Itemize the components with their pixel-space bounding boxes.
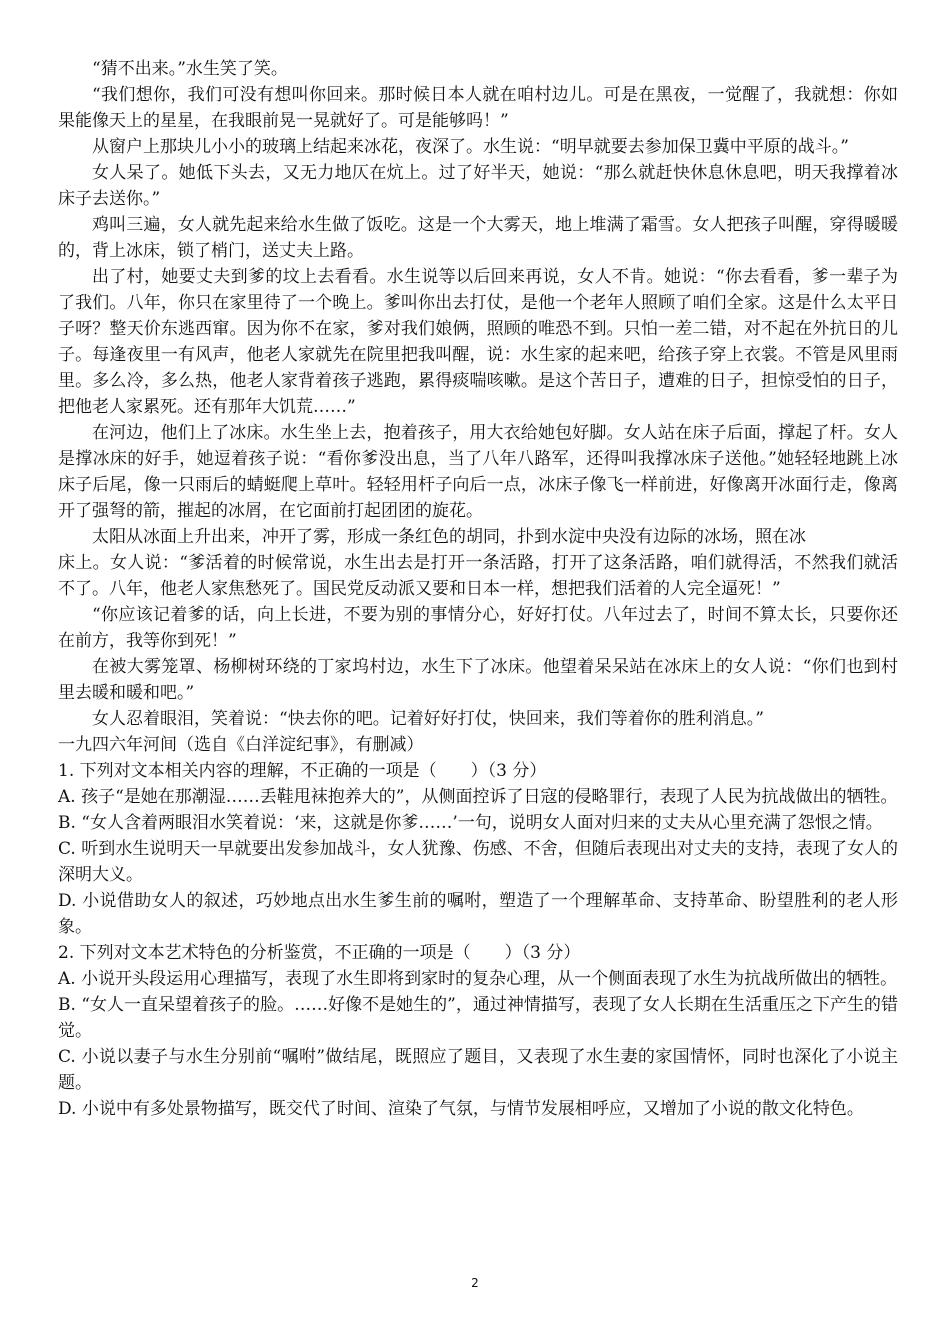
story-paragraph: 出了村，她要丈夫到爹的坟上去看看。水生说等以后回来再说，女人不肯。她说：“你去看看，爹一辈子为了我们。八年，你只在家里待了一个晚上。爹叫你出去打仗，是他一个老年人照顾了咱们全家。这是什么太平日子呀？整天价东逃西窜。因为你不在家，爹对我们娘俩，照顾的唯恐不到。只怕一差二错，对不起在外抗日的儿子。每逢夜里一有风声，他老人家就先在院里把我叫醒，说：水生家的起来吧，给孩子穿上衣裳。不管是风里雨里。多么冷，多么热，他老人家背着孩子逃跑，累得痰喘咳嗽。是这个苦日子，遭难的日子，担惊受怕的日子，把他老人家累死。还有那年大饥荒……” — [58, 267, 898, 417]
question-stem: 2. 下列对文本艺术特色的分析鉴赏，不正确的一项是（ ）（3 分） — [58, 943, 581, 963]
question-option: D. 小说借助女人的叙述，巧妙地点出水生爹生前的嘱咐，塑造了一个理解革命、支持革命、盼望胜利的老人形象。 — [58, 891, 898, 937]
page-number: 2 — [471, 1276, 479, 1290]
story-paragraph: 在河边，他们上了冰床。水生坐上去，抱着孩子，用大衣给她包好脚。女人站在床子后面，撑起了杆。女人是撑冰床的好手，她逗着孩子说：“看你爹没出息，当了八年八路军，还得叫我撑冰床子送他。”她轻轻地跳上冰床子后尾，像一只雨后的蜻蜓爬上草叶。轻轻用杆子向后一点，冰床子像飞一样前进，好像离开冰面行走，像离开了强弩的箭，摧起的冰屑，在它面前打起团团的旋花。 — [58, 423, 898, 521]
question-option: C. 小说以妻子与水生分别前“嘱咐”做结尾，既照应了题目，又表现了水生妻的家国情怀，同时也深化了小说主题。 — [58, 1047, 898, 1093]
question-stem: 1. 下列对文本相关内容的理解，不正确的一项是（ ）（3 分） — [58, 761, 547, 781]
question-option: C. 听到水生说明天一早就要出发参加战斗，女人犹豫、伤感、不舍，但随后表现出对丈夫的支持，表现了女人的深明大义。 — [58, 839, 898, 885]
story-paragraph: 鸡叫三遍，女人就先起来给水生做了饭吃。这是一个大雾天，地上堆满了霜雪。女人把孩子叫醒，穿得暖暖的，背上冰床，锁了梢门，送丈夫上路。 — [58, 215, 898, 261]
document-body — [58, 56, 898, 1122]
story-paragraph: 床上。女人说：“爹活着的时候常说，水生出去是打开一条活路，打开了这条活路，咱们就得活，不然我们就活不了。八年，他老人家焦愁死了。国民党反动派又要和日本一样，想把我们活着的人完全逼死！” — [58, 553, 898, 599]
question-option: B. “女人含着两眼泪水笑着说：‘来，这就是你爹……’一句，说明女人面对归来的丈夫从心里充满了怨恨之情。 — [58, 813, 883, 833]
story-paragraph: “我们想你，我们可没有想叫你回来。那时候日本人就在咱村边儿。可是在黑夜，一觉醒了，我就想：你如果能像天上的星星，在我眼前晃一晃就好了。可是能够吗！” — [58, 85, 898, 131]
question-option: A. 孩子“是她在那潮湿……丢鞋甩袜抱养大的”，从侧面控诉了日寇的侵略罪行，表现了人民为抗战做出的牺牲。 — [58, 787, 898, 807]
story-paragraph: 从窗户上那块儿小小的玻璃上结起来冰花，夜深了。水生说：“明早就要去参加保卫冀中平原的战斗。” — [92, 137, 849, 157]
story-paragraph: “你应该记着爹的话，向上长进，不要为别的事情分心，好好打仗。八年过去了，时间不算太长，只要你还在前方，我等你到死！” — [58, 605, 898, 651]
question-option: D. 小说中有多处景物描写，既交代了时间、渲染了气氛，与情节发展相呼应，又增加了小说的散文化特色。 — [58, 1099, 864, 1119]
story-paragraph: 女人忍着眼泪，笑着说：“快去你的吧。记着好好打仗，快回来，我们等着你的胜利消息。” — [92, 709, 764, 729]
question-option: B. “女人一直呆望着孩子的脸。……好像不是她生的”，通过神情描写，表现了女人长期在生活重压之下产生的错觉。 — [58, 995, 898, 1041]
question-2 — [58, 940, 898, 1122]
story-paragraph: 在被大雾笼罩、杨柳树环绕的丁家坞村边，水生下了冰床。他望着呆呆站在冰床上的女人说：“你们也到村里去暖和暖和吧。” — [58, 657, 898, 703]
question-option: A. 小说开头段运用心理描写，表现了水生即将到家时的复杂心理，从一个侧面表现了水生为抗战所做出的牺牲。 — [58, 969, 898, 989]
question-1 — [58, 758, 898, 940]
story-paragraph: 女人呆了。她低下头去，又无力地仄在炕上。过了好半天，她说：“那么就赶快休息休息吧，明天我撑着冰床子去送你。” — [58, 163, 898, 209]
story-source: 一九四六年河间（选自《白洋淀纪事》，有删减） — [58, 735, 424, 755]
story-paragraph: 太阳从冰面上升出来，冲开了雾，形成一条红色的胡同，扑到水淀中央没有边际的冰场，照在冰 — [92, 527, 806, 547]
story-paragraph: “猜不出来。”水生笑了笑。 — [92, 59, 288, 79]
